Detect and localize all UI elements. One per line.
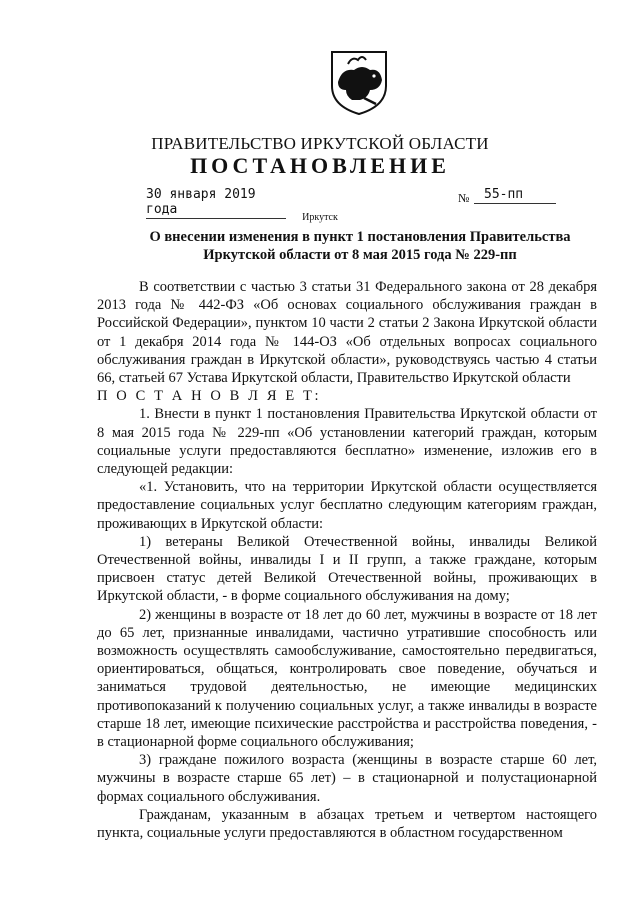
- paragraph: 1) ветераны Великой Отечественной войны, инвалиды Великой Отечественной войны, инвалиды I и II групп, а также граждане, которым присвоен статус детей Великой Отечественной войны, проживающих в Иркутской области, - в форме социального обслуживания на дому;: [97, 533, 597, 605]
- document-body: [97, 278, 597, 842]
- number-sign: №: [458, 191, 470, 205]
- document-date: 30 января 2019 года: [146, 187, 286, 219]
- document-type: ПОСТАНОВЛЕНИЕ: [190, 153, 450, 178]
- document-heading: [130, 228, 590, 264]
- paragraph: Гражданам, указанным в абзацах третьем и четвертом настоящего пункта, социальные услуги предоставляются в областном государственном: [97, 806, 597, 842]
- heading-line: О внесении изменения в пункт 1 постановления Правительства: [149, 229, 571, 245]
- paragraph: 1. Внести в пункт 1 постановления Правительства Иркутской области от 8 мая 2015 года № 229-пп «Об установлении категорий граждан, которым социальные услуги предоставляются бесплатно» изменение, изложив его в следующей редакции:: [97, 406, 597, 478]
- government-name: ПРАВИТЕЛЬСТВО ИРКУТСКОЙ ОБЛАСТИ: [151, 134, 489, 153]
- city: Иркутск: [302, 212, 338, 223]
- paragraph: «1. Установить, что на территории Иркутской области осуществляется предоставление социальных услуг бесплатно следующим категориям граждан, проживающих в Иркутской области:: [97, 479, 597, 532]
- irkutsk-coat-of-arms-icon: [324, 46, 394, 116]
- heading-line: Иркутской области от 8 мая 2015 года № 229-пп: [203, 247, 517, 263]
- decree-word: П О С Т А Н О В Л Я Е Т:: [97, 388, 322, 405]
- document-number: 55-пп: [474, 187, 556, 204]
- paragraph: 2) женщины в возрасте от 18 лет до 60 лет, мужчины в возрасте от 18 лет до 65 лет, признанные инвалидами, частично утратившие способность или возможность осуществлять самообслуживание, самостоятельно передвигаться, ориентироваться, общаться, контролировать свое поведение, обучаться и заниматься трудовой деятельностью, не имеющие медицинских противопоказаний к получению социальных услуг, а также инвалиды в возрасте старше 18 лет, имеющие психические расстройства и расстройства поведения, - в стационарной форме социального обслуживания;: [97, 606, 597, 751]
- preamble-paragraph: В соответствии с частью 3 статьи 31 Федерального закона от 28 декабря 2013 года № 442-ФЗ «Об основах социального обслуживания граждан в Российской Федерации», пунктом 10 части 2 статьи 2 Закона Иркутской области от 1 декабря 2014 года № 144-ОЗ «Об отдельных вопросах социального обслуживания граждан в Иркутской области», руководствуясь частью 4 статьи 66, статьей 67 Устава Иркутской области, Правительство Иркутской области: [97, 279, 597, 387]
- paragraph: 3) граждане пожилого возраста (женщины в возрасте старше 60 лет, мужчины в возрасте старше 65 лет) – в стационарной и полустационарной формах социального обслуживания.: [97, 752, 597, 805]
